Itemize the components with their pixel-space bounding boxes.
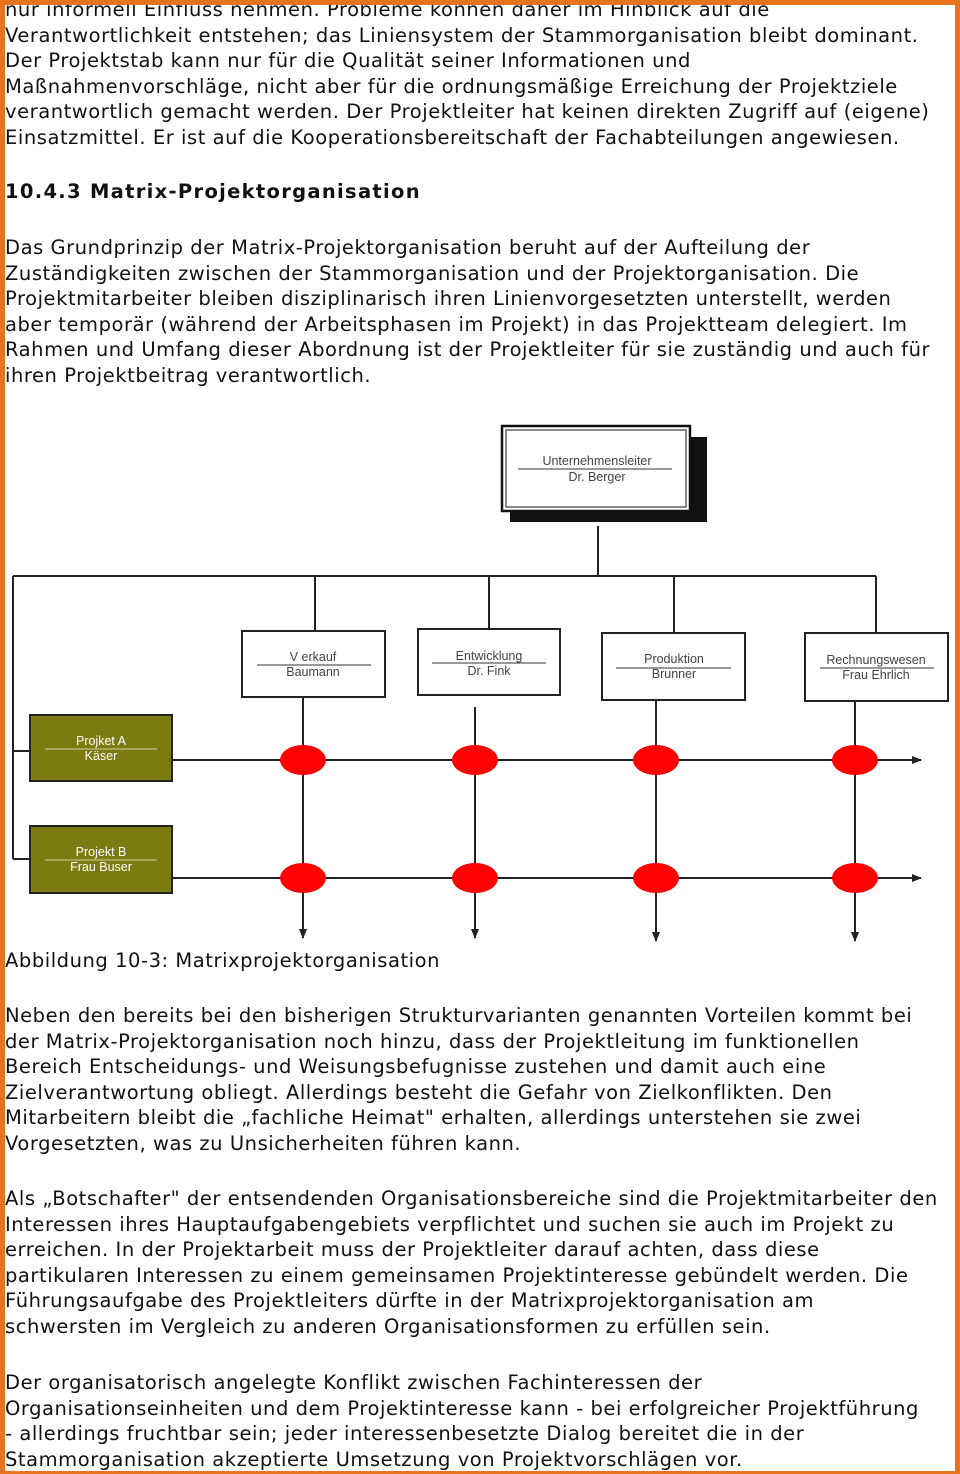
text-line: Vorgesetzten, was zu Unsicherheiten führen kann. [5,1131,522,1155]
paragraph-konflikt [5,1370,919,1472]
matrix-lines [172,697,921,941]
project-lead: Frau Buser [70,860,132,874]
text-line: partikularen Interessen zu einem gemeinsamen Projektinteresse gebündelt werden. Die [5,1263,909,1287]
project-lead: Käser [84,749,118,763]
text-line: Verantwortlichkeit entstehen; das Liniensystem der Stammorganisation bleibt dominant. [5,23,919,47]
text-line: Organisationseinheiten und dem Projektinteresse kann - bei erfolgreicher Projektführung [5,1396,919,1420]
text-line: Das Grundprinzip der Matrix-Projektorganisation beruht auf der Aufteilung der [5,236,811,259]
text-line: Zuständigkeiten zwischen der Stammorganisation und der Projektorganisation. Die [5,261,860,285]
text-line: Als „Botschafter" der entsendenden Organisationsbereiche sind die Projektmitarbeiter den [5,1187,938,1210]
department-title: V erkauf [289,650,337,664]
paragraph-vorteile [5,1003,912,1157]
matrix-node [832,745,878,775]
text-line: Bereich Entscheidungs- und Weisungsbefugnisse zustehen und damit auch eine [5,1055,827,1079]
ceo-name: Dr. Berger [568,470,626,484]
text-line: erreichen. In der Projektarbeit muss der Projektleiter darauf achten, dass diese [5,1238,820,1262]
ceo-box [502,426,707,522]
text-line: Der Projektstab kann nur für die Qualität seiner Informationen und [5,49,691,73]
matrix-node [280,745,326,775]
text-line: Neben den bereits bei den bisherigen Strukturvarianten genannten Vorteilen kommt bei [5,1004,913,1027]
matrix-nodes [280,745,878,893]
project-box-b [30,826,172,893]
project-title: Projekt B [75,845,127,859]
matrix-node [633,745,679,775]
text-line: Einsatzmittel. Er ist auf die Kooperationsbereitschaft der Fachabteilungen angewiesen. [5,125,900,149]
text-line: Maßnahmenvorschläge, nicht aber für die ordnungsmäßige Erreichung der Projektziele [5,74,898,98]
text-line: Mitarbeitern bleibt die „fachliche Heimat" erhalten, allerdings unterstehen sie zwei [5,1106,862,1130]
figure-caption [5,948,440,974]
project-box-a [30,715,172,781]
matrix-node [452,745,498,775]
department-title: Produktion [644,652,704,666]
department-head: Dr. Fink [467,664,511,678]
department-box-produktion [602,633,745,700]
matrix-org-chart [5,410,955,950]
department-title: Rechnungswesen [826,653,926,667]
text-line: schwersten im Vergleich zu anderen Organisationsformen zu erfüllen sein. [5,1314,771,1338]
ceo-title: Unternehmensleiter [542,454,652,468]
text-line: verantwortlich gemacht werden. Der Projektleiter hat keinen direkten Zugriff auf (eigene) [5,100,930,124]
document-page [5,0,955,1474]
department-head: Frau Ehrlich [842,668,910,682]
text-line: Projektmitarbeiter bleiben disziplinarisch ihren Linienvorgesetzten unterstellt, werden [5,287,892,311]
department-title: Entwicklung [455,649,523,663]
matrix-node [633,863,679,893]
text-line: Führungsaufgabe des Projektleiters dürfte in der Matrixprojektorganisation am [5,1289,815,1313]
paragraph-intro [5,0,929,151]
department-box-frame [805,633,948,701]
department-head: Baumann [286,665,340,679]
department-box-frame [242,631,385,697]
text-line: Zielverantwortung obliegt. Allerdings besteht die Gefahr von Zielkonflikten. Den [5,1080,833,1104]
text-line: Stammorganisation akzeptierte Umsetzung von Projektvorschlägen vor. [5,1447,743,1471]
text-line: nur informell Einfluss nehmen. Probleme können daher im Hinblick auf die [5,0,770,21]
text-line: Der organisatorisch angelegte Konflikt zwischen Fachinteressen der [5,1371,703,1394]
matrix-node [280,863,326,893]
section-heading: 10.4.3 Matrix-Projektorganisation [5,180,421,203]
matrix-node [452,863,498,893]
text-line: ihren Projektbeitrag verantwortlich. [5,363,372,387]
text-line: Rahmen und Umfang dieser Abordnung ist der Projektleiter für sie zuständig und auch für [5,338,931,362]
department-box-rechnungswesen [805,633,948,701]
text-line: aber temporär (während der Arbeitsphasen im Projekt) in das Projektteam delegiert. Im [5,312,908,336]
department-box-entwicklung [418,629,560,695]
matrix-node [832,863,878,893]
paragraph-botschafter [5,1186,938,1340]
project-title: Projket A [75,734,127,748]
text-line: der Matrix-Projektorganisation noch hinzu, dass der Projektleitung im funktionellen [5,1029,860,1053]
department-head: Brunner [651,667,697,681]
text-line: - allerdings fruchtbar sein; jeder interessenbesetzte Dialog bereitet die in der [5,1422,805,1446]
figure-caption-text: Abbildung 10-3: Matrixprojektorganisation [5,949,440,972]
paragraph-grundprinzip [5,235,930,389]
project-box-fill [30,715,172,781]
text-line: Interessen ihres Hauptaufgabengebiets verpflichtet und suchen sie auch im Projekt zu [5,1212,895,1236]
department-box-verkauf [242,631,385,697]
